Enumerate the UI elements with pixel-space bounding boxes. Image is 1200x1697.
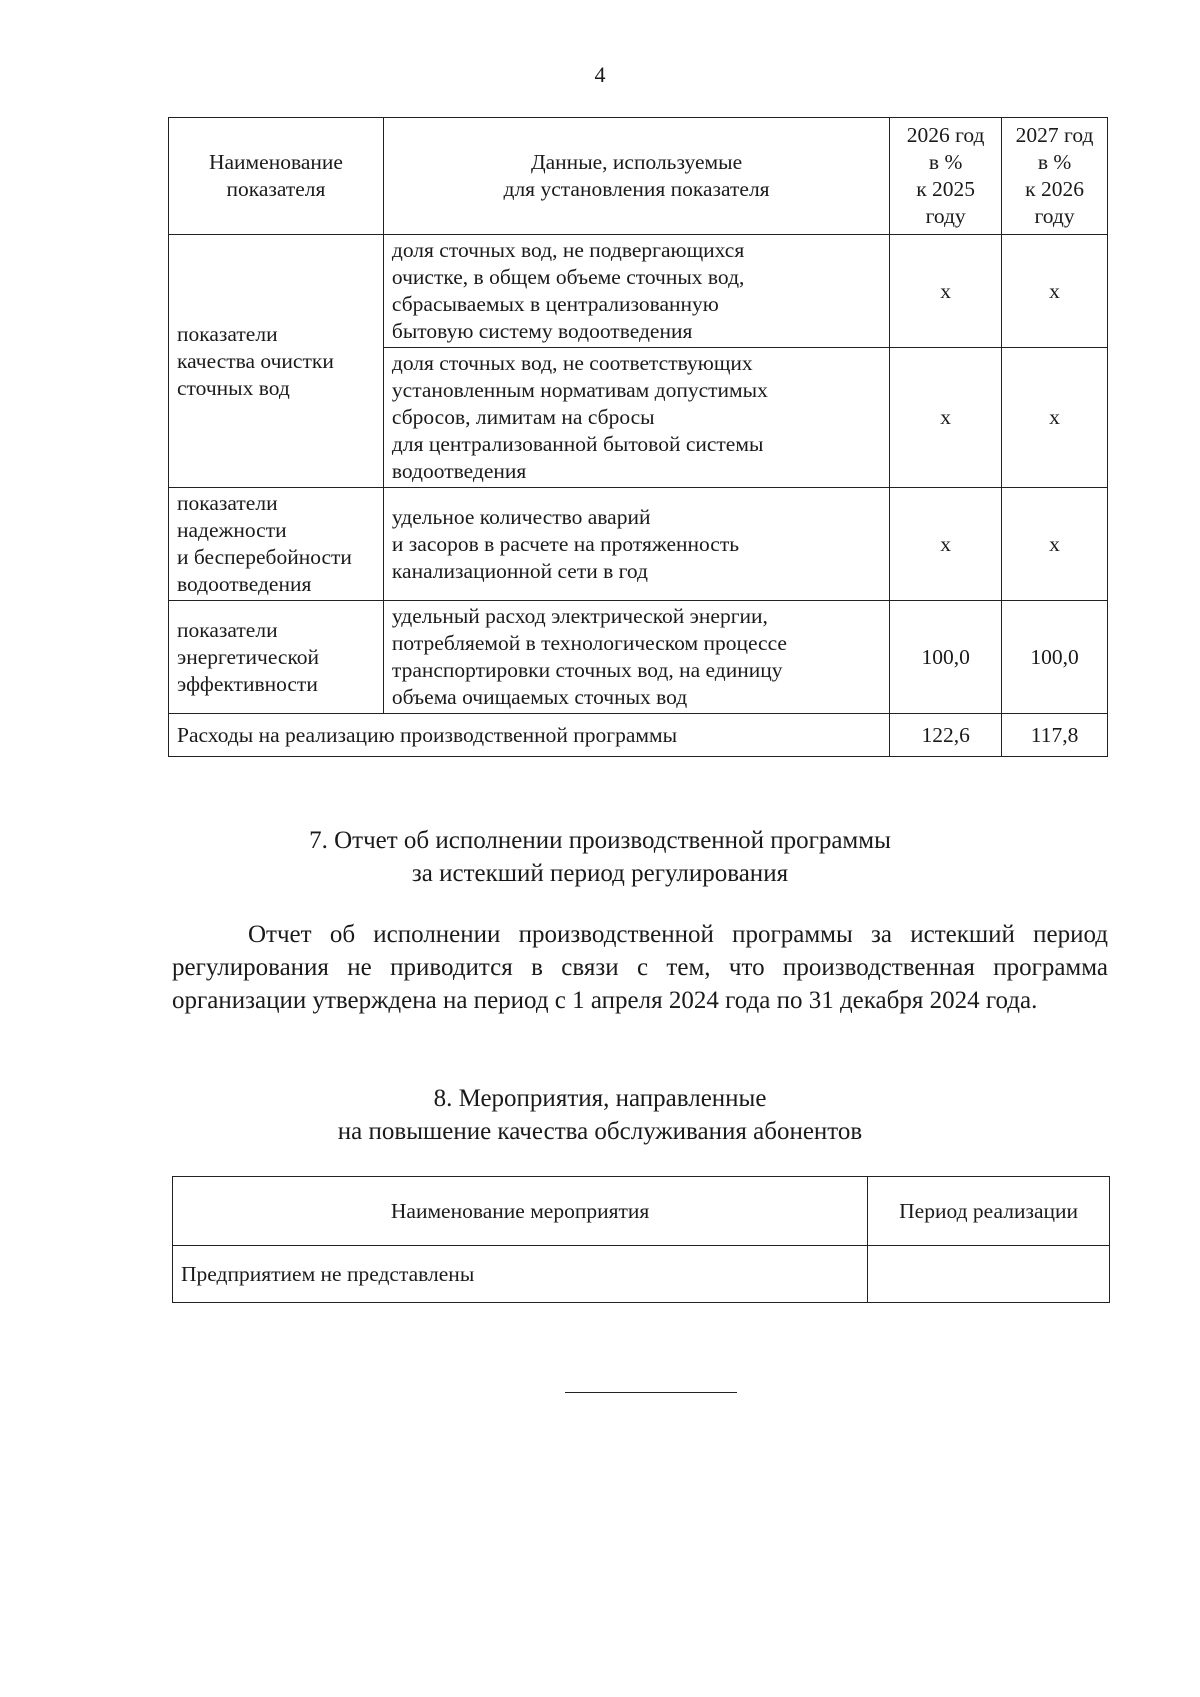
header-indicator-data: Данные, используемые для установления показателя: [383, 118, 889, 235]
value-2026: х: [890, 488, 1002, 601]
events-table-header: [173, 1177, 1110, 1246]
indicators-table: [168, 117, 1108, 757]
table-row: [169, 601, 1108, 714]
value-2027: х: [1002, 348, 1108, 488]
value-2026: х: [890, 348, 1002, 488]
table-row-total: [169, 714, 1108, 757]
header-2026: 2026 год в % к 2025 году: [890, 118, 1002, 235]
header-2027: 2027 год в % к 2026 году: [1002, 118, 1108, 235]
total-2027: 117,8: [1002, 714, 1108, 757]
section-7-title: 7. Отчет об исполнении производственной программы за истекший период регулирования: [309, 827, 891, 887]
value-2026: 100,0: [890, 601, 1002, 714]
value-2027: 100,0: [1002, 601, 1108, 714]
indicator-data-cell: доля сточных вод, не подвергающихся очистке, в общем объеме сточных вод, сбрасываемых в централизованную бытовую систему водоотведения: [383, 235, 889, 348]
table-row: [169, 235, 1108, 348]
section-8-title: 8. Мероприятия, направленные на повышение качества обслуживания абонентов: [337, 1085, 863, 1145]
indicators-table-header: [169, 118, 1108, 235]
header-event-period: Период реализации: [868, 1177, 1110, 1246]
indicator-group-name: показатели энергетической эффективности: [169, 601, 384, 714]
indicator-data-cell: удельный расход электрической энергии, потребляемой в технологическом процессе транспортировки сточных вод, на единицу объема очищаемых сточных вод: [383, 601, 889, 714]
table-row: [169, 488, 1108, 601]
value-2027: х: [1002, 235, 1108, 348]
indicator-data-cell: удельное количество аварий и засоров в расчете на протяженность канализационной сети в год: [383, 488, 889, 601]
indicator-group-name: показатели качества очистки сточных вод: [169, 235, 384, 488]
indicator-data-cell: доля сточных вод, не соответствующих установленным нормативам допустимых сбросов, лимитам на сбросы для централизованной бытовой системы водоотведения: [383, 348, 889, 488]
total-2026: 122,6: [890, 714, 1002, 757]
value-2027: х: [1002, 488, 1108, 601]
events-table: [172, 1176, 1110, 1303]
table-row: [173, 1246, 1110, 1303]
total-label: Расходы на реализацию производственной программы: [169, 714, 890, 757]
event-period: [868, 1246, 1110, 1303]
end-divider: [565, 1392, 737, 1393]
event-name: Предприятием не представлены: [173, 1246, 868, 1303]
indicator-group-name: показатели надежности и бесперебойности водоотведения: [169, 488, 384, 601]
section-7-body: Отчет об исполнении производственной программы за истекший период регулирования не приводится в связи с тем, что производственная программа организации утверждена на период с 1 апреля 2024 года по 31 декабря 2024 года.: [172, 921, 1108, 1014]
value-2026: х: [890, 235, 1002, 348]
header-event-name: Наименование мероприятия: [173, 1177, 868, 1246]
header-indicator-name: Наименование показателя: [169, 118, 384, 235]
page-number: 4: [594, 62, 606, 87]
